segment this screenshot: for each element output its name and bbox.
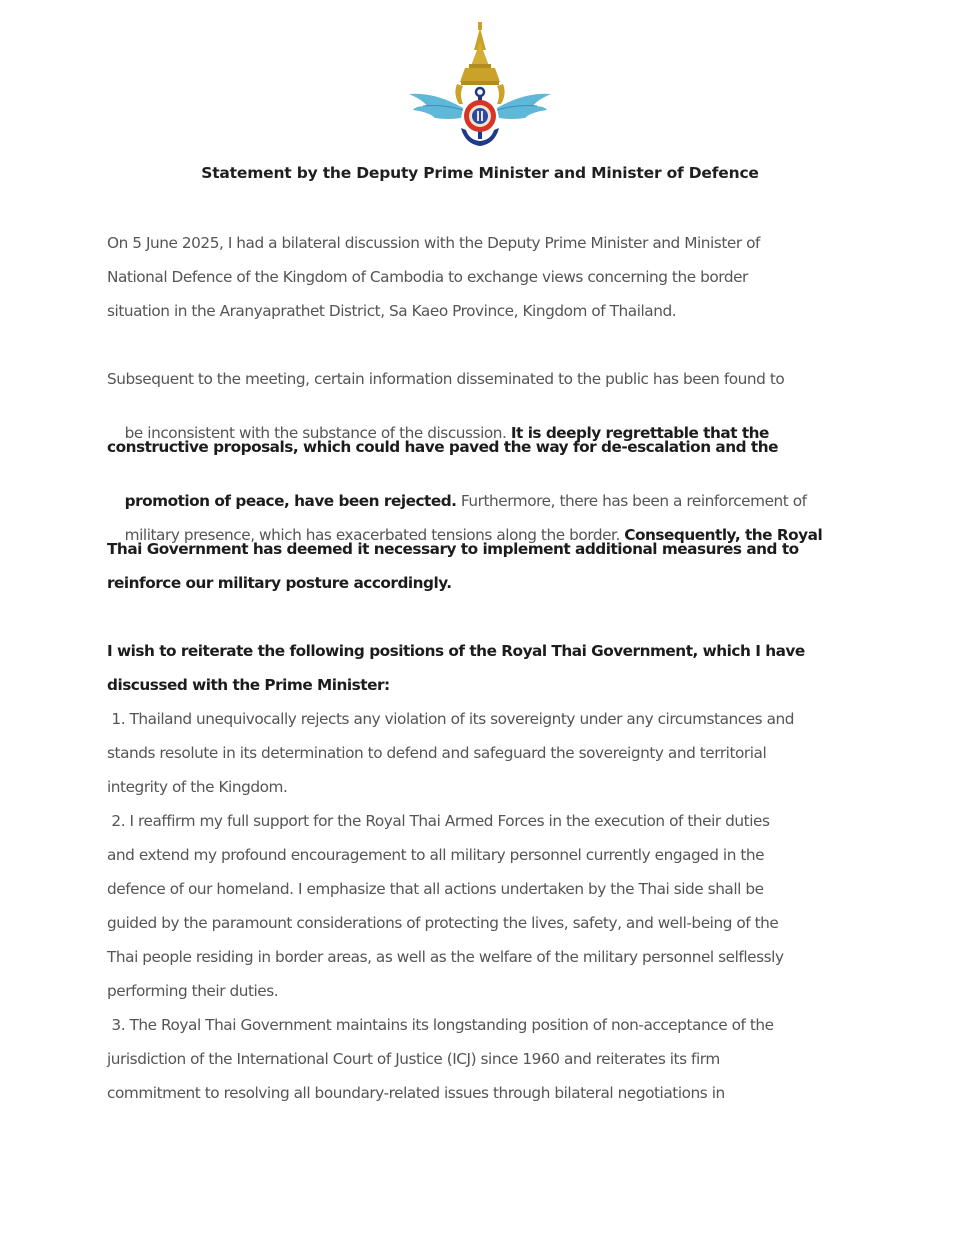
point-2-line-3: defence of our homeland. I emphasize that all actions undertaken by the Thai side shall be [107, 880, 764, 898]
ministry-emblem-icon [405, 20, 555, 150]
point-3-line-3: commitment to resolving all boundary-related issues through bilateral negotiations in [107, 1084, 725, 1102]
point-2-line-2: and extend my profound encouragement to all military personnel currently engaged in the [107, 846, 765, 864]
positions-intro-line-2: discussed with the Prime Minister: [107, 676, 390, 694]
point-2-line-1: 2. I reaffirm my full support for the Royal Thai Armed Forces in the execution of their duties [107, 812, 770, 830]
paragraph-2-normal-text: military presence, which has exacerbated tensions along the border. [124, 526, 625, 544]
paragraph-2-normal-text: be inconsistent with the substance of the discussion. [124, 424, 511, 442]
paragraph-1-line-1: On 5 June 2025, I had a bilateral discussion with the Deputy Prime Minister and Minister of [107, 234, 760, 252]
paragraph-1-line-2: National Defence of the Kingdom of Cambodia to exchange views concerning the border [107, 268, 748, 286]
anchor-icon [461, 88, 499, 146]
positions-intro-line-1: I wish to reiterate the following positions of the Royal Thai Government, which I have [107, 642, 805, 660]
crown-icon [455, 22, 504, 104]
paragraph-1-line-3: situation in the Aranyaprathet District, Sa Kaeo Province, Kingdom of Thailand. [107, 302, 677, 320]
point-2-line-6: performing their duties. [107, 982, 279, 1000]
point-3-line-1: 3. The Royal Thai Government maintains its longstanding position of non-acceptance of the [107, 1016, 774, 1034]
point-1-line-1: 1. Thailand unequivocally rejects any violation of its sovereignty under any circumstances and [107, 710, 795, 728]
paragraph-2-line-7: reinforce our military posture accordingly. [107, 574, 452, 592]
statement-title: Statement by the Deputy Prime Minister and Minister of Defence [201, 164, 759, 182]
point-1-line-2: stands resolute in its determination to defend and safeguard the sovereignty and territorial [107, 744, 767, 762]
point-2-line-4: guided by the paramount considerations of protecting the lives, safety, and well-being of the [107, 914, 779, 932]
paragraph-2-line-6: Thai Government has deemed it necessary to implement additional measures and to [107, 540, 799, 558]
paragraph-2-normal-text: Furthermore, there has been a reinforcement of [456, 492, 807, 510]
paragraph-2-bold-text: promotion of peace, have been rejected. [124, 492, 457, 510]
point-2-line-5: Thai people residing in border areas, as well as the welfare of the military personnel selflessly [107, 948, 784, 966]
point-1-line-3: integrity of the Kingdom. [107, 778, 288, 796]
paragraph-2-line-3: constructive proposals, which could have paved the way for de-escalation and the [107, 438, 778, 456]
point-3-line-2: jurisdiction of the International Court of Justice (ICJ) since 1960 and reiterates its firm [107, 1050, 720, 1068]
paragraph-2-bold-text: Consequently, the Royal [624, 526, 823, 544]
paragraph-2-bold-text: It is deeply regrettable that the [510, 424, 769, 442]
paragraph-2-line-1: Subsequent to the meeting, certain information disseminated to the public has been found to [107, 370, 785, 388]
